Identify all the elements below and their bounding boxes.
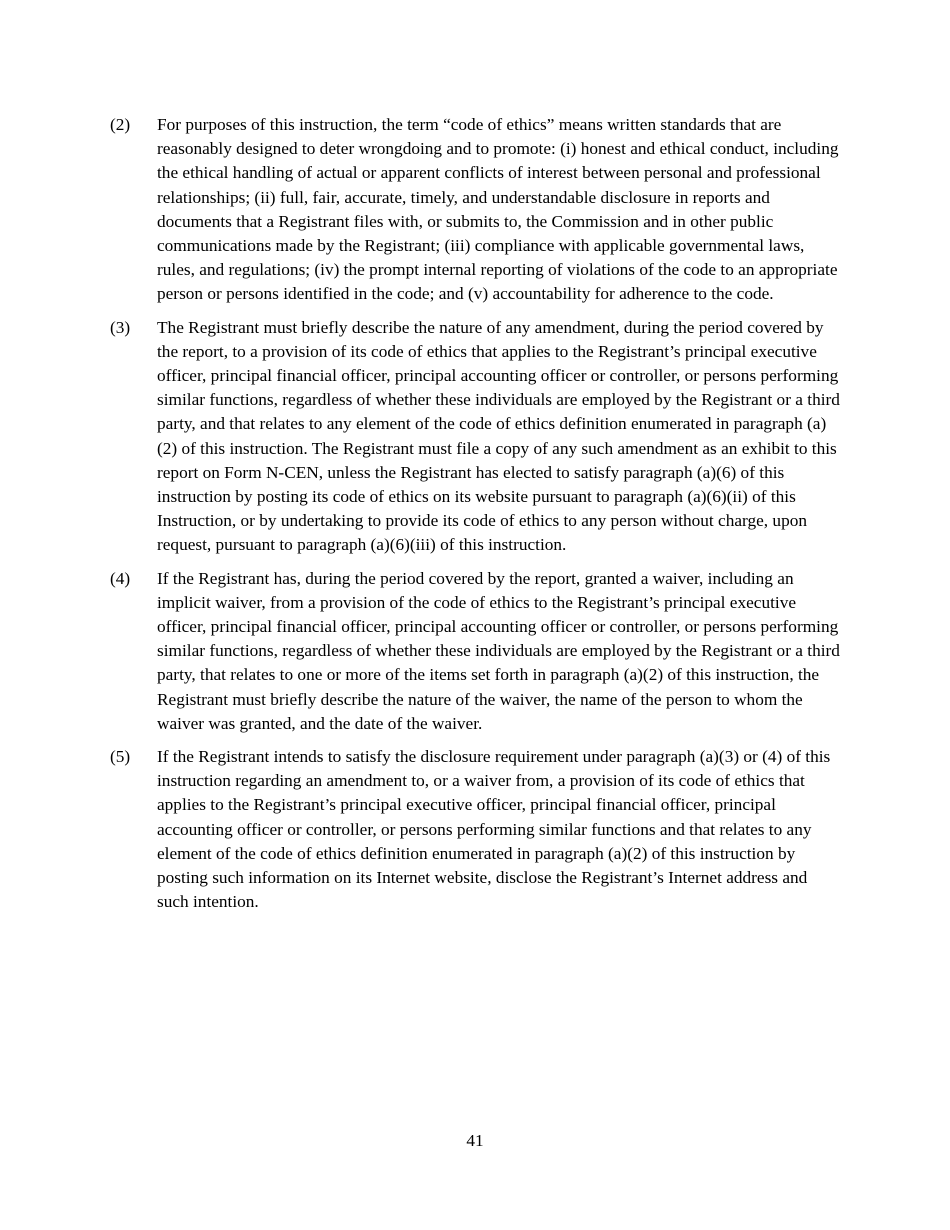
item-paragraph: The Registrant must briefly describe the nature of any amendment, during the period covered by the report, to a provision of its code of ethics that applies to the Registrant’s principal executive officer, principal financial officer, principal accounting officer or controller, or persons performing similar functions, regardless of whether these individuals are employed by the Registrant or a third party, and that relates to any element of the code of ethics definition enumerated in paragraph (a)(2) of this instruction. The Registrant must file a copy of any such amendment as an exhibit to this report on Form N-CEN, unless the Registrant has elected to satisfy paragraph (a)(6) of this instruction by posting its code of ethics on its website pursuant to paragraph (a)(6)(ii) of this Instruction, or by undertaking to provide its code of ethics to any person without charge, upon request, pursuant to paragraph (a)(6)(iii) of this instruction.	[157, 317, 840, 555]
list-item-3	[110, 316, 840, 558]
item-number: (2)	[110, 115, 131, 134]
instruction-list	[110, 113, 840, 924]
item-number: (4)	[110, 568, 131, 588]
page-number: 41	[466, 1131, 484, 1150]
list-item-5	[110, 745, 840, 914]
item-number: (3)	[110, 317, 131, 337]
item-paragraph: If the Registrant intends to satisfy the disclosure requirement under paragraph (a)(3) or (4) of this instruction regarding an amendment to, or a waiver from, a provision of its code of ethics that applies to the Registrant’s principal executive officer, principal financial officer, principal accounting officer or controller, or persons performing similar functions and that relates to any element of the code of ethics definition enumerated in paragraph (a)(2) of this instruction by posting such information on its Internet website, disclose the Registrant’s Internet address and such intention.	[157, 747, 831, 912]
item-number: (5)	[110, 747, 131, 767]
item-paragraph: For purposes of this instruction, the term “code of ethics” means written standards that are reasonably designed to deter wrongdoing and to promote: (i) honest and ethical conduct, including the ethical handling of actual or apparent conflicts of interest between personal and professional relationships; (ii) full, fair, accurate, timely, and understandable disclosure in reports and documents that a Registrant files with, or submits to, the Commission and in other public communications made by the Registrant; (iii) compliance with applicable governmental laws, rules, and regulations; (iv) the prompt internal reporting of violations of the code to an appropriate person or persons identified in the code; and (v) accountability for adherence to the code.	[157, 115, 839, 304]
item-paragraph: If the Registrant has, during the period covered by the report, granted a waiver, including an implicit waiver, from a provision of the code of ethics to the Registrant’s principal executive officer, principal financial officer, principal accounting officer or controller, or persons performing similar functions, regardless of whether these individuals are employed by the Registrant or a third party, that relates to one or more of the items set forth in paragraph (a)(2) of this instruction, the Registrant must briefly describe the nature of the waiver, the name of the person to whom the waiver was granted, and the date of the waiver.	[157, 568, 840, 733]
list-item-2	[110, 113, 840, 307]
list-item-4	[110, 567, 840, 736]
